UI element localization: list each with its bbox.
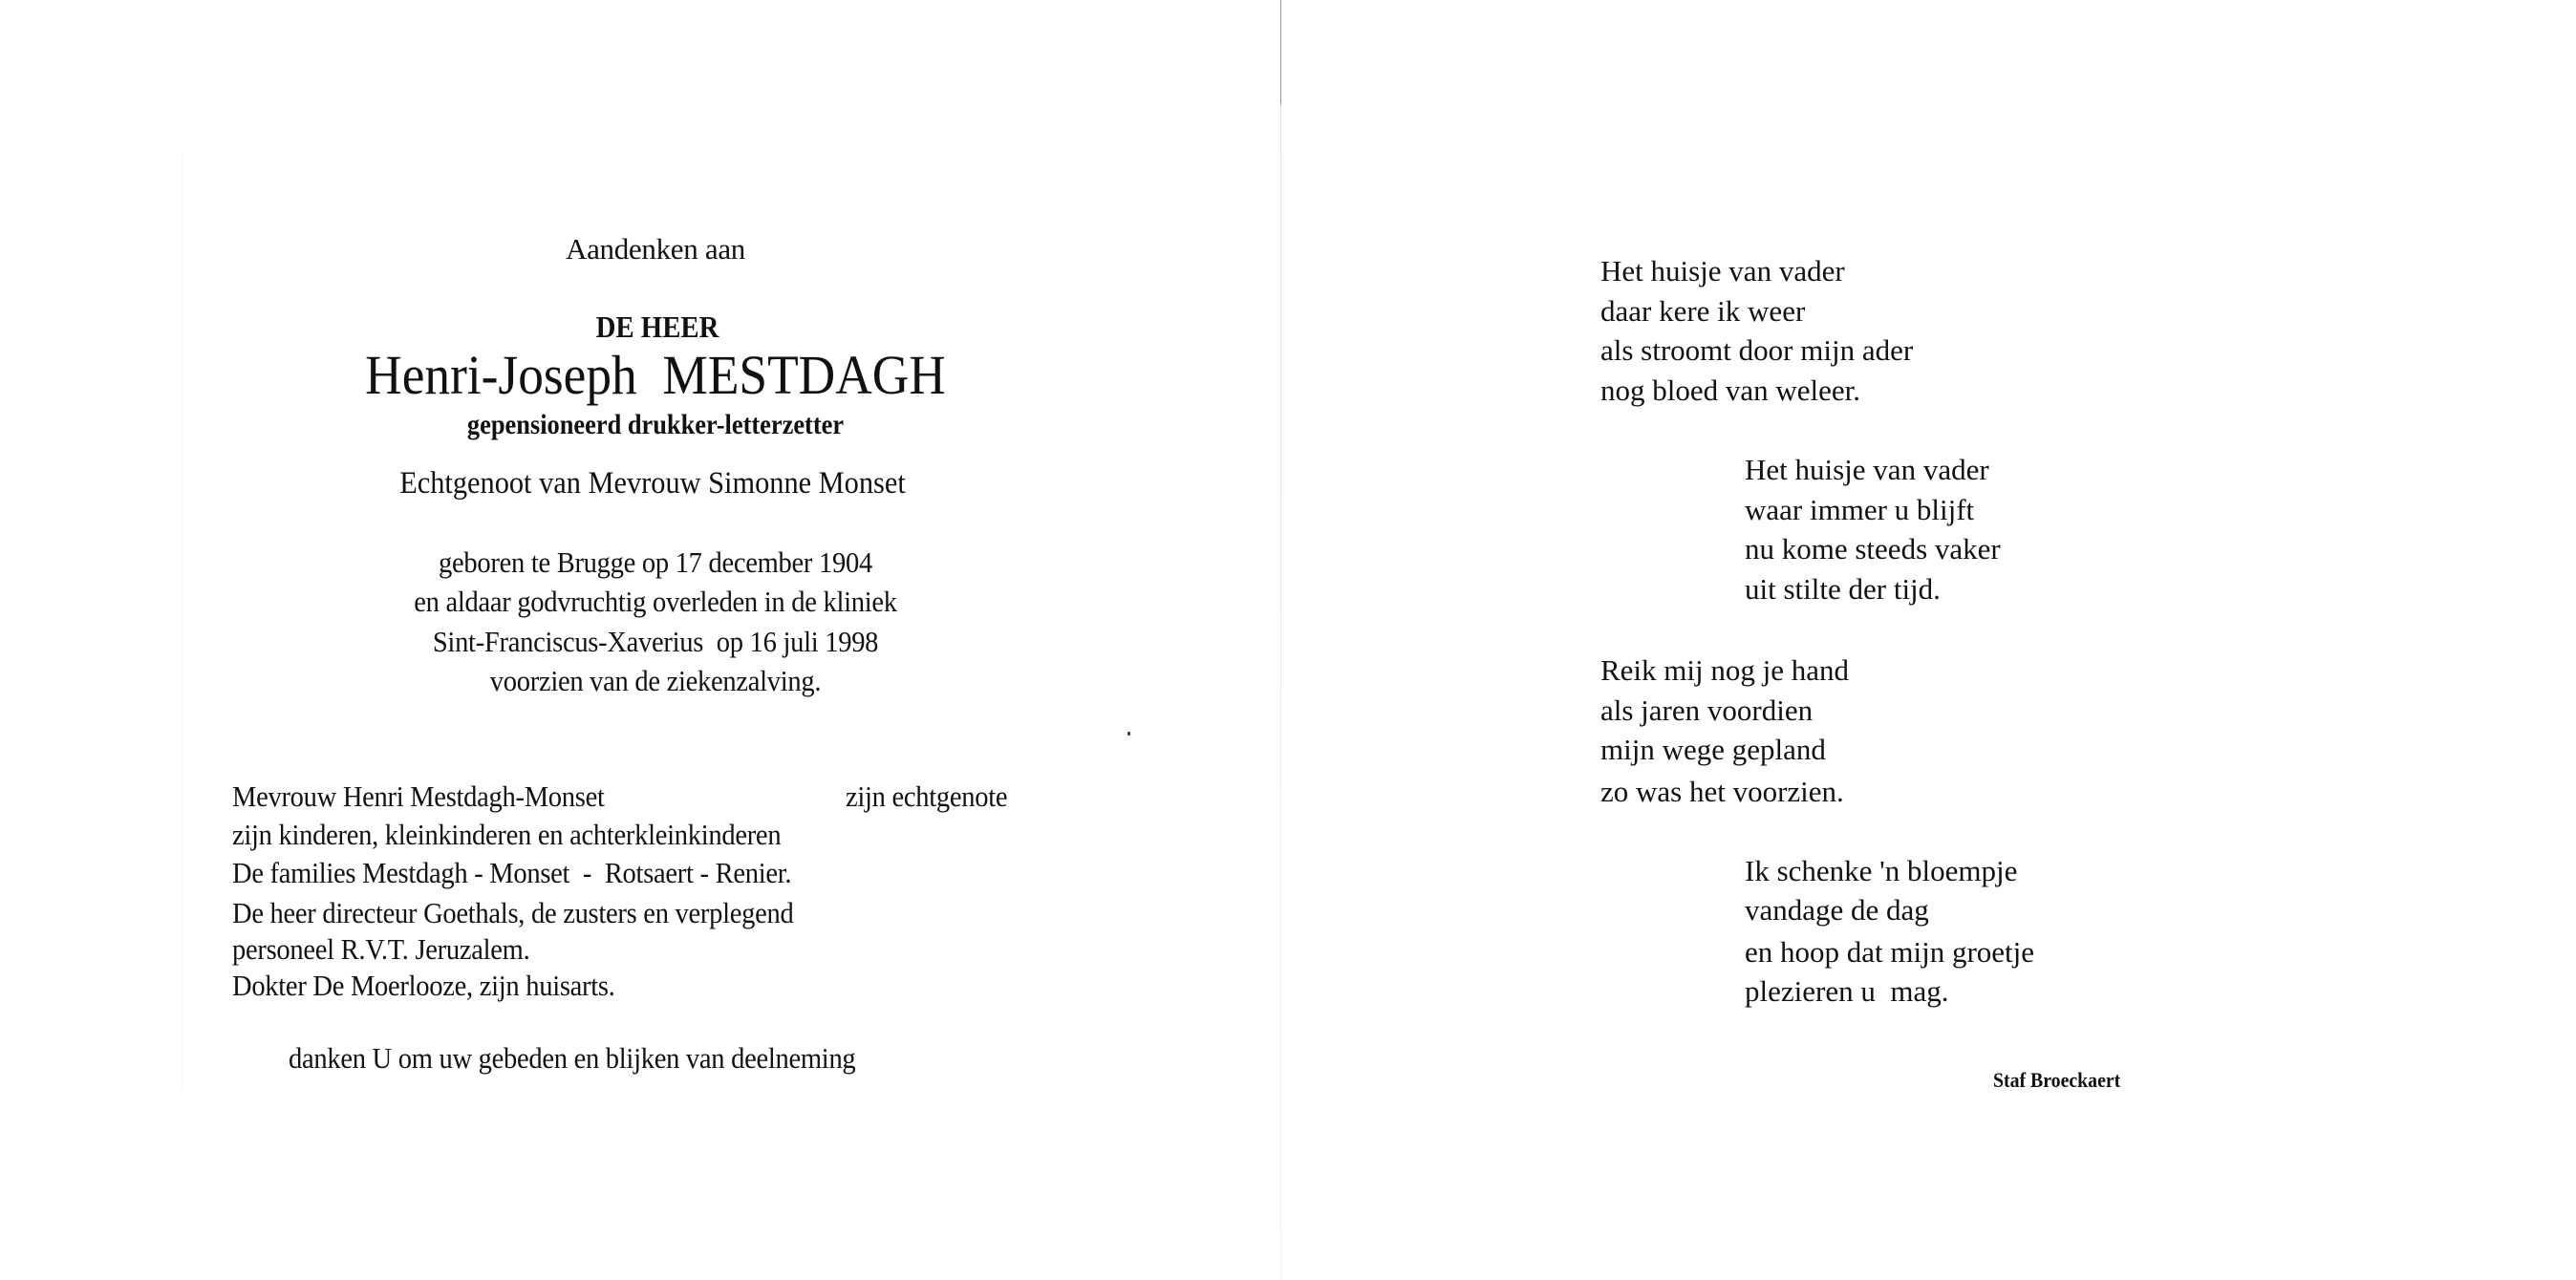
scan-speck (1127, 732, 1130, 736)
poem-line: waar immer u blijft (1745, 493, 1975, 526)
poem-line: en hoop dat mijn groetje (1745, 935, 2035, 969)
death-line: en aldaar godvruchtig overleden in de kliniek (414, 585, 897, 618)
poem-line: Het huisje van vader (1745, 453, 1989, 486)
poem-author: Staf Broeckaert (1993, 1068, 2121, 1092)
deceased-name: Henri-Joseph MESTDAGH (365, 344, 946, 406)
poem-line: vandage de dag (1745, 893, 1929, 927)
spouse-line: Echtgenoot van Mevrouw Simonne Monset (399, 466, 906, 501)
card-fold-line (1280, 0, 1281, 1280)
widow-name: Mevrouw Henri Mestdagh-Monset (232, 779, 605, 813)
honorific: DE HEER (595, 309, 719, 344)
doctor-line: Dokter De Moerlooze, zijn huisarts. (232, 969, 615, 1002)
poem-line: Het huisje van vader (1600, 254, 1845, 288)
poem-line: zo was het voorzien. (1600, 775, 1844, 808)
poem-line: als stroomt door mijn ader (1600, 333, 1914, 367)
sacrament-line: voorzien van de ziekenzalving. (489, 664, 822, 697)
poem-line: mijn wege gepland (1600, 733, 1826, 766)
occupation: gepensioneerd drukker-letterzetter (466, 409, 845, 440)
poem-line: Reik mij nog je hand (1600, 653, 1850, 687)
poem-line: daar kere ik weer (1600, 294, 1806, 328)
descendants-line: zijn kinderen, kleinkinderen en achterkleinkinderen (232, 818, 782, 851)
poem-line: nog bloed van weleer. (1600, 373, 1861, 407)
families-line: De families Mestdagh - Monset - Rotsaert - Renier. (232, 856, 792, 889)
intro-text: Aandenken aan (565, 232, 746, 266)
poem-line: nu kome steeds vaker (1745, 532, 2001, 565)
widow-relation: zijn echtgenote (846, 779, 1008, 813)
thanks-line: danken U om uw gebeden en blijken van deelneming (289, 1041, 856, 1075)
birth-line: geboren te Brugge op 17 december 1904 (439, 545, 872, 579)
poem-line: uit stilte der tijd. (1745, 572, 1941, 606)
staff-line: personeel R.V.T. Jeruzalem. (232, 932, 530, 966)
director-line: De heer directeur Goethals, de zusters en verplegend (232, 896, 794, 929)
clinic-line: Sint-Franciscus-Xaverius op 16 juli 1998 (432, 625, 879, 658)
poem-line: als jaren voordien (1600, 693, 1814, 727)
poem-line: plezieren u mag. (1745, 974, 1949, 1008)
poem-line: Ik schenke 'n bloempje (1745, 854, 2018, 887)
